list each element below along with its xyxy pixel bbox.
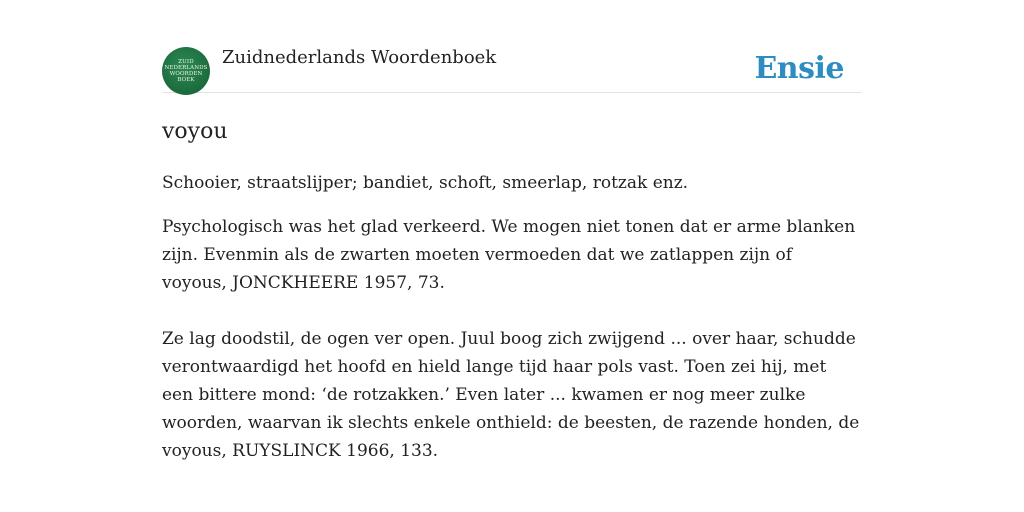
entry-headword: voyou [162,119,228,144]
citation-quote: Psychologisch was het glad verkeerd. We mogen niet tonen dat er arme blanken zijn. Evenmin als de zwarten moeten vermoeden dat we zatlappen zijn of voyous, JONCKHEERE 1957, 73. [162,217,856,293]
source-logo[interactable] [162,47,210,95]
logo-text-line: BOEK [177,77,195,83]
entry-card [162,40,862,465]
logo-text-line: ZUID [178,59,194,65]
entry-definition: Schooier, straatslijper; bandiet, schoft, smeerlap, rotzak enz. [162,173,689,193]
citation-quote: Ze lag doodstil, de ogen ver open. Juul boog zich zwijgend ... over haar, schudde verontwaardigd het hoofd en hield lange tijd haar pols vast. Toen zei hij, met een bittere mond: ‘de rotzakken.’ Even later ... kwamen er nog meer zulke woorden, waarvan ik slechts enkele onthield: de beesten, de razende honden, de voyous, RUYSLINCK 1966, 133. [162,329,860,461]
logo-text-line: WOORDEN [169,71,203,77]
entry-header [162,40,862,93]
logo-text-line: NEDERLANDS [164,65,208,71]
ensie-brand-logo[interactable]: Ensie [754,51,844,86]
source-name-link[interactable]: Zuidnederlands Woordenboek [222,47,497,68]
